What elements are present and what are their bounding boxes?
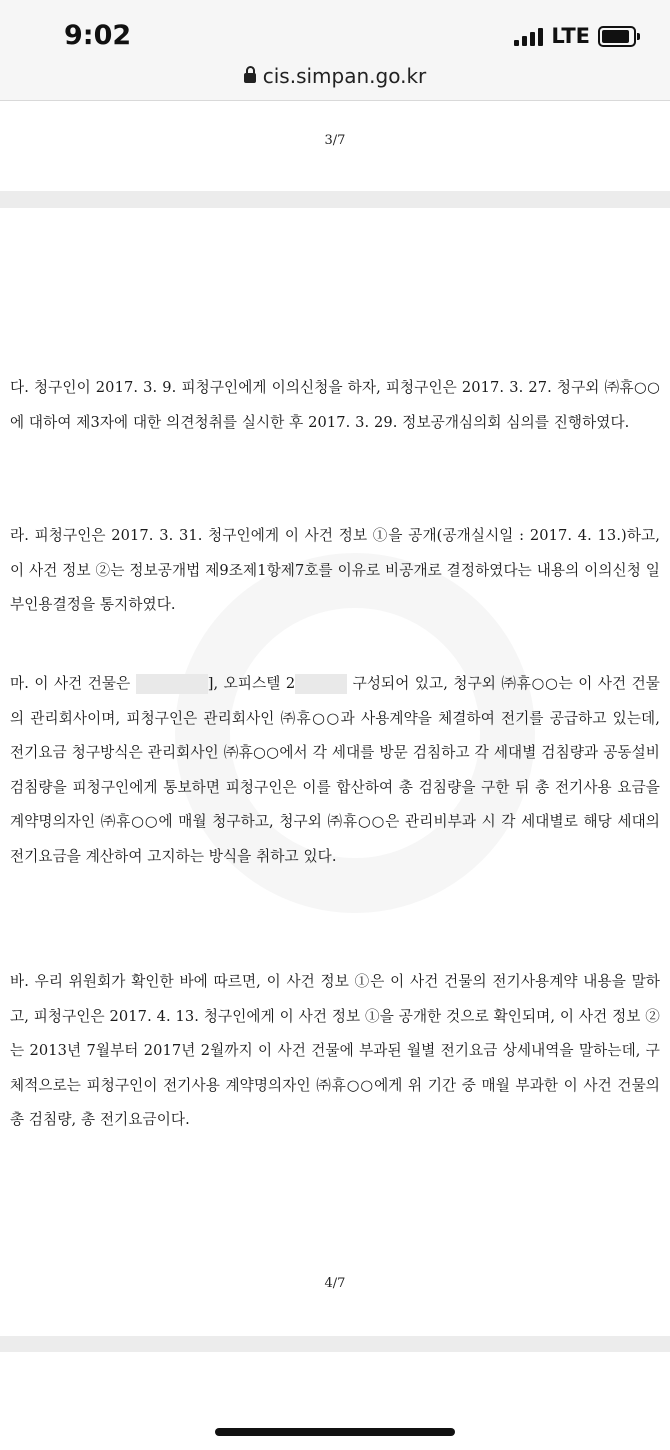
previous-page (0, 101, 670, 191)
lock-icon (244, 73, 256, 83)
redacted-block (295, 674, 347, 694)
status-time: 9:02 (64, 20, 132, 51)
address-bar[interactable] (0, 64, 670, 88)
paragraph-ra: 라. 피청구인은 2017. 3. 31. 청구인에게 이 사건 정보 ①을 공개(공개실시일 : 2017. 4. 13.)하고, 이 사건 정보 ②는 정보공개법 제9조제1항제7호를 이유로 비공개로 결정하였다는 내용의 이의신청 일부인용결정을 통지하였다. (10, 527, 660, 613)
home-indicator[interactable] (215, 1428, 455, 1436)
cellular-signal-icon (514, 26, 543, 46)
document-page (0, 208, 670, 1336)
page-number-top: 3/7 (324, 133, 346, 148)
status-icons (514, 24, 636, 48)
paragraph-ma-part-2: ], 오피스텔 2 (207, 675, 296, 692)
paragraph-ma-part-3: 구성되어 있고, 청구외 ㈜휴○○는 이 사건 건물의 관리회사이며, 피청구인은 관리회사인 ㈜휴○○과 사용계약을 체결하여 전기를 공급하고 있는데, 전기요금 청구방식은 관리회사인 ㈜휴○○에서 각 세대를 방문 검침하고 각 세대별 검침량과 공동설비 검침량을 피청구인에게 통보하면 피청구인은 이를 합산하여 총 검침량을 구한 뒤 총 전기사용 요금을 계약명의자인 ㈜휴○○에 매월 청구하고, 청구외 ㈜휴○○은 관리비부과 시 각 세대별로 해당 세대의 전기요금을 계산하여 고지하는 방식을 취하고 있다. (10, 675, 660, 865)
network-type-label: LTE (551, 24, 590, 48)
paragraph-ma-part-1: 마. 이 사건 건물은 (10, 675, 136, 692)
battery-icon (598, 26, 636, 47)
url-text: cis.simpan.go.kr (262, 64, 427, 88)
redacted-block (136, 674, 208, 694)
page-number-bottom: 4/7 (324, 1276, 346, 1291)
paragraph-ma (10, 667, 660, 874)
paragraph-ba: 바. 우리 위원회가 확인한 바에 따르면, 이 사건 정보 ①은 이 사건 건물의 전기사용계약 내용을 말하고, 피청구인은 2017. 4. 13. 청구인에게 이 사건 정보 ①을 공개한 것으로 확인되며, 이 사건 정보 ②는 2013년 7월부터 2017년 2월까지 이 사건 건물에 부과된 월별 전기요금 상세내역을 말하는데, 구체적으로는 피청구인이 전기사용 계약명의자인 ㈜휴○○에게 위 기간 중 매월 부과한 이 사건 건물의 총 검침량, 총 전기요금이다. (10, 973, 660, 1128)
paragraph-da: 다. 청구인이 2017. 3. 9. 피청구인에게 이의신청을 하자, 피청구인은 2017. 3. 27. 청구외 ㈜휴○○에 대하여 제3자에 대한 의견청취를 실시한 후 2017. 3. 29. 정보공개심의회 심의를 진행하였다. (10, 379, 660, 431)
